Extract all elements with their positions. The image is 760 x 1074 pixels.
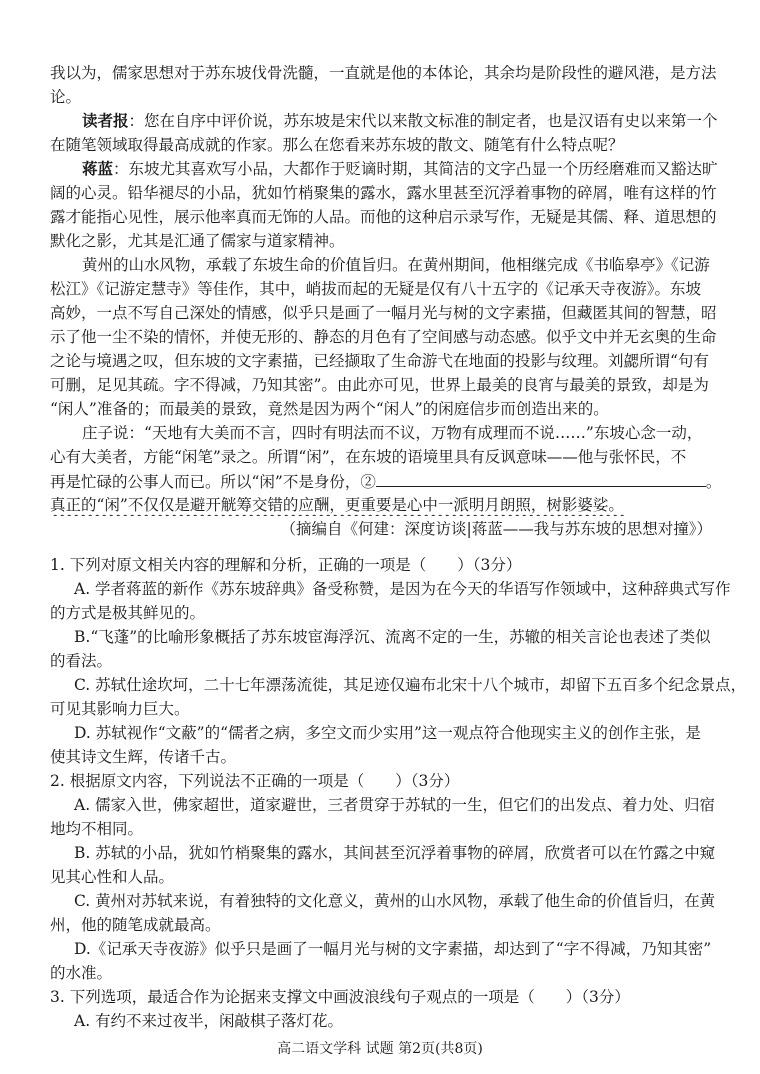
option-continuation: 见其心性和人品。 [50, 868, 175, 886]
option-continuation: 的看法。 [50, 652, 113, 670]
passage-line: 松江》《记游定慧寺》等佳作，其中，峭拔而起的无疑是仅有八十五字的《记承天寺夜游》。东坡 [50, 280, 702, 298]
question-2-stem: 2. 根据原文内容，下列说法不正确的一项是（ ）（3分） [50, 772, 460, 790]
question-3-option-a[interactable]: A. 有约不来过夜半，闲敲棋子落灯花。 [74, 1012, 344, 1030]
reader-speaker: 读者报 [82, 111, 129, 130]
passage-line: 可删，足见其疏。字不得减，乃知其密”。由此亦可见，世界上最美的良宵与最美的景致，却是为 [50, 376, 709, 394]
question-2-option-c[interactable]: C. 黄州对苏轼来说，有着独特的文化意义，黄州的山水风物，承载了他生命的价值旨归，在黄 [74, 892, 716, 910]
wavy-underlined-sentence: 真正的“闲”不仅仅是避开觥筹交错的应酬，更重要是心中一派明月朗照，树影婆娑。 [50, 496, 624, 514]
question-2-option-a[interactable]: A. 儒家入世，佛家超世，道家避世，三者贯穿于苏轼的一生，但它们的出发点、着力处、归宿 [74, 796, 716, 814]
passage-line: 黄州的山水风物，承载了东坡生命的价值旨归。在黄州期间，他相继完成《书临皋亭》《记游 [82, 256, 710, 274]
option-continuation: 州，他的随笔成就最高。 [50, 916, 221, 934]
answer-speaker: 蒋蓝 [82, 159, 114, 178]
interview-question: 读者报：您在自序中评价说，苏东坡是宋代以来散文标准的制定者，也是汉语有史以来第一个 [82, 111, 718, 130]
passage-line: 之论与境遇之叹，但东坡的文字素描，已经撷取了生命游弋在地面的投影与纹理。刘勰所谓“句有 [50, 352, 709, 370]
answer-blank-2[interactable] [376, 470, 706, 487]
passage-line: “闲人”准备的；而最美的景致，竟然是因为两个“闲人”的闲庭信步而创造出来的。 [50, 400, 609, 418]
question-1-option-d[interactable]: D. 苏轼视作“文蔽”的“儒者之病，多空文而少实用”这一观点符合他现实主义的创作主张，是 [74, 724, 701, 742]
source-citation: （摘编自《何建：深度访谈|蒋蓝——我与苏东坡的思想对撞》） [280, 520, 712, 538]
question-1-stem: 1. 下列对原文相关内容的理解和分析，正确的一项是（ ）（3分） [50, 556, 522, 574]
question-2-option-b[interactable]: B. 苏轼的小品，犹如竹梢聚集的露水，其间甚至沉浮着事物的碎屑，欣赏者可以在竹露之中窥 [74, 844, 716, 862]
question-2-option-d[interactable]: D.《记承天寺夜游》似乎只是画了一幅月光与树的文字素描，却达到了“字不得减，乃知其密” [74, 940, 712, 958]
passage-line: 在随笔领域取得最高成就的作家。那么在您看来苏东坡的散文、随笔有什么特点呢？ [50, 136, 624, 154]
question-1-option-c[interactable]: C. 苏轼仕途坎坷，二十七年漂荡流徙，其足迹仅遍布北宋十八个城市，却留下五百多个纪念景点， [74, 676, 747, 694]
passage-line: 露才能指心见性，展示他率真而无饰的人品。而他的这种启示录写作，无疑是其儒、释、道思想的 [50, 208, 717, 226]
question-1-option-a[interactable]: A. 学者蒋蓝的新作《苏东坡辞典》备受称赞，是因为在今天的华语写作领域中，这种辞典式写作 [74, 580, 731, 598]
question-3-stem: 3. 下列选项，最适合作为论据来支撑文中画波浪线句子观点的一项是（ ）（3分） [50, 988, 630, 1006]
option-continuation: 使其诗文生辉，传诸千古。 [50, 748, 237, 766]
passage-line: 我以为，儒家思想对于苏东坡伐骨洗髓，一直就是他的本体论，其余均是阶段性的避风港，是方法 [50, 64, 717, 82]
option-continuation: 地均不相同。 [50, 820, 144, 838]
question-1-option-b[interactable]: B.“飞蓬”的比喻形象概括了苏东坡宦海浮沉、流离不定的一生，苏辙的相关言论也表述了类似 [74, 628, 711, 646]
option-continuation: 可见其影响力巨大。 [50, 700, 190, 718]
passage-line: 论。 [50, 88, 82, 106]
passage-line-with-blank: 再是忙碌的公事人而已。所以“闲”不是身份，② 。 [0, 470, 760, 492]
passage-line: 默化之影，尤其是汇通了儒家与道家精神。 [50, 232, 345, 250]
passage-line: 高妙，一点不写自己深处的情感，似乎只是画了一幅月光与树的文字素描，但藏匿其间的智慧，昭 [50, 304, 717, 322]
page-footer: 高二语文学科 试题 第2页(共8页) [277, 1041, 483, 1057]
interview-answer: 蒋蓝：东坡尤其喜欢写小品，大都作于贬谪时期，其简洁的文字凸显一个历经磨难而又豁达旷 [82, 159, 718, 178]
passage-line: 心有大美者，方能“闲笔”录之。所谓“闲”，在东坡的语境里具有反讽意味——他与张怀民，不 [50, 448, 687, 466]
option-continuation: 的方式是极其鲜见的。 [50, 604, 206, 622]
option-continuation: 的水准。 [50, 964, 113, 982]
passage-line: 示了他一尘不染的情怀，并使无形的、静态的月色有了空间感与动态感。似乎文中并无玄奥的生命 [50, 328, 717, 346]
passage-line: 庄子说：“天地有大美而不言，四时有明法而不议，万物有成理而不说……”东坡心念一动， [82, 424, 703, 442]
passage-line: 阔的心灵。铅华褪尽的小品，犹如竹梢聚集的露水，露水里甚至沉浮着事物的碎屑，唯有这样的竹 [50, 184, 717, 202]
